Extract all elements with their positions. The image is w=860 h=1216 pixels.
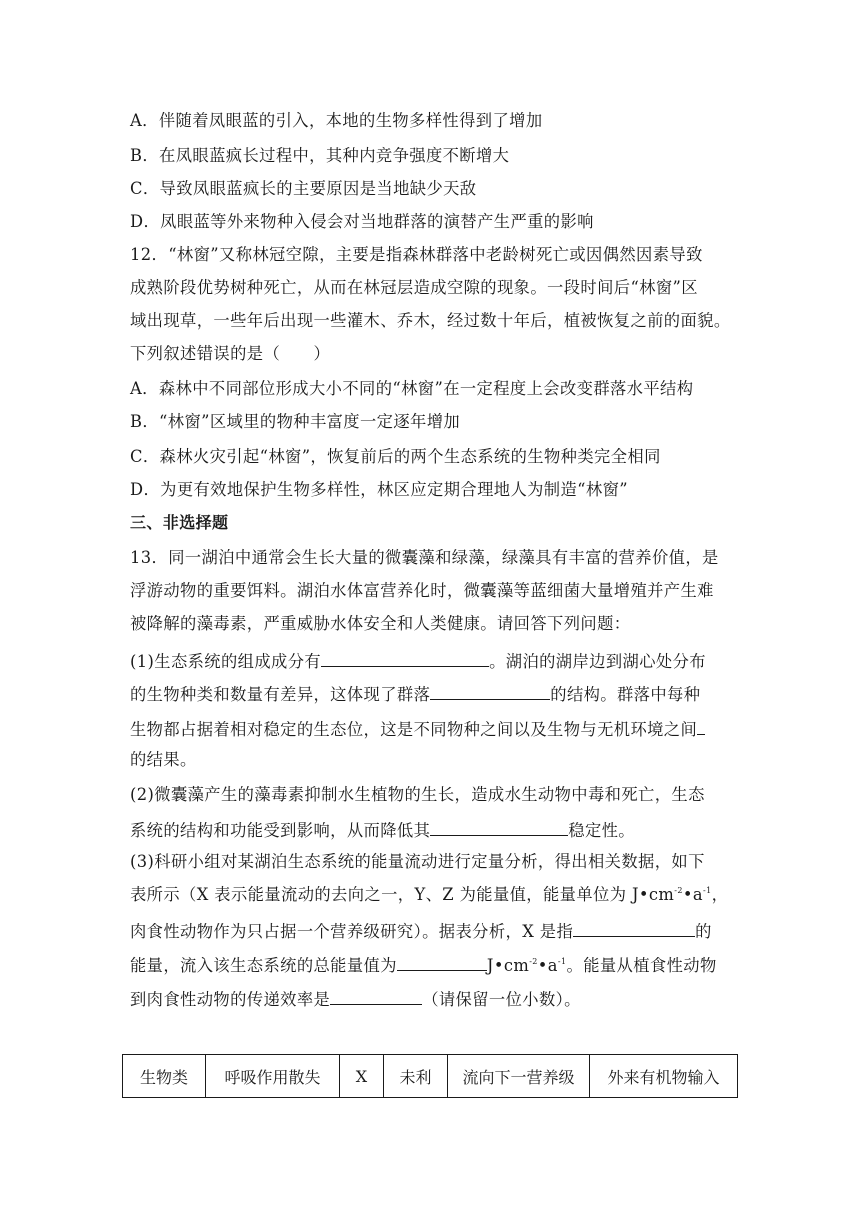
q12-option-d: D．为更有效地保护生物多样性，林区应定期合理地人为制造“林窗”	[130, 480, 628, 499]
q13-part2-line-1: (2)微囊藻产生的藻毒素抑制水生植物的生长，造成水生动物中毒和死亡，生态	[130, 785, 705, 804]
table-header-row	[123, 1055, 738, 1098]
table-header-cell: 生物类	[123, 1055, 206, 1098]
q12-stem-line-4: 下列叙述错误的是（ ）	[130, 344, 331, 363]
q11-option-a: A．伴随着凤眼蓝的引入，本地的生物多样性得到了增加	[130, 111, 543, 130]
answer-blank-6[interactable]	[397, 952, 487, 971]
answer-blank-2[interactable]	[430, 681, 550, 700]
q13-part3-line-4: 能量，流入该生态系统的总能量值为 $J•cm^{-2}•a^{-1}$。能量从植食性动物	[130, 952, 717, 974]
table-header-cell: 外来有机物输入	[590, 1055, 738, 1098]
answer-blank-3[interactable]	[697, 716, 705, 735]
q12-option-c: C．森林火灾引起“林窗”，恢复前后的两个生态系统的生物种类完全相同	[130, 447, 661, 466]
answer-blank-4[interactable]	[430, 817, 568, 836]
q11-option-c: C．导致凤眼蓝疯长的主要原因是当地缺少天敌	[130, 179, 477, 198]
q13-stem-line-2: 浮游动物的重要饵料。湖泊水体富营养化时，微囊藻等蓝细菌大量增殖并产生难	[130, 581, 714, 600]
q11-option-b: B．在凤眼蓝疯长过程中，其种内竞争强度不断增大	[130, 146, 510, 165]
table-header-cell: 流向下一营养级	[448, 1055, 590, 1098]
q13-part3-line-5: 到肉食性动物的传递效率是 （请保留一位小数）。	[130, 986, 581, 1008]
q13-part1-line-1: (1)生态系统的组成成分有 。湖泊的湖岸边到湖心处分布	[130, 648, 706, 670]
q13-part3-line-3: 肉食性动物作为只占据一个营养级研究）。据表分析，X 是指 的	[130, 918, 712, 940]
answer-blank-5[interactable]	[573, 918, 695, 937]
q13-part1-line-2: 的生物种类和数量有差异，这体现了群落 的结构。群落中每种	[130, 681, 700, 703]
q13-part1-line-3: 生物都占据着相对稳定的生态位，这是不同物种之间以及生物与无机环境之间	[130, 716, 705, 738]
q12-option-a: A．森林中不同部位形成大小不同的“林窗”在一定程度上会改变群落水平结构	[130, 379, 694, 398]
q12-stem-line-2: 成熟阶段优势树种死亡，从而在林冠层造成空隙的现象。一段时间后“林窗”区	[130, 278, 698, 297]
table-header-cell: X	[340, 1055, 384, 1098]
q13-part1-line-4: 的结果。	[130, 750, 197, 769]
q12-stem-line-3: 域出现草，一些年后出现一些灌木、乔木，经过数十年后，植被恢复之前的面貌。	[130, 311, 731, 330]
table-header-cell: 呼吸作用散失	[206, 1055, 340, 1098]
energy-flow-table	[122, 1054, 738, 1098]
q13-part3-line-1: (3)科研小组对某湖泊生态系统的能量流动进行定量分析，得出相关数据，如下	[130, 852, 705, 871]
answer-blank-1[interactable]	[321, 648, 489, 667]
q13-part3-line-2: 表所示（X 表示能量流动的去向之一，Y、Z 为能量值，能量单位为 $J•cm^{-2}•a^{-1}$，	[130, 885, 729, 904]
table-header-cell: 未利	[384, 1055, 448, 1098]
section-title: 三、非选择题	[130, 513, 229, 532]
q13-stem-line-1: 13．同一湖泊中通常会生长大量的微囊藻和绿藻，绿藻具有丰富的营养价值，是	[130, 548, 719, 567]
q11-option-d: D．凤眼蓝等外来物种入侵会对当地群落的演替产生严重的影响	[130, 212, 594, 231]
answer-blank-7[interactable]	[330, 986, 422, 1005]
q12-stem-line-1: 12．“林窗”又称林冠空隙，主要是指森林群落中老龄树死亡或因偶然因素导致	[130, 245, 703, 264]
q13-part2-line-2: 系统的结构和功能受到影响，从而降低其 稳定性。	[130, 817, 635, 839]
q13-stem-line-3: 被降解的藻毒素，严重威胁水体安全和人类健康。请回答下列问题：	[130, 614, 631, 633]
q12-option-b: B．“林窗”区域里的物种丰富度一定逐年增加	[130, 412, 461, 431]
